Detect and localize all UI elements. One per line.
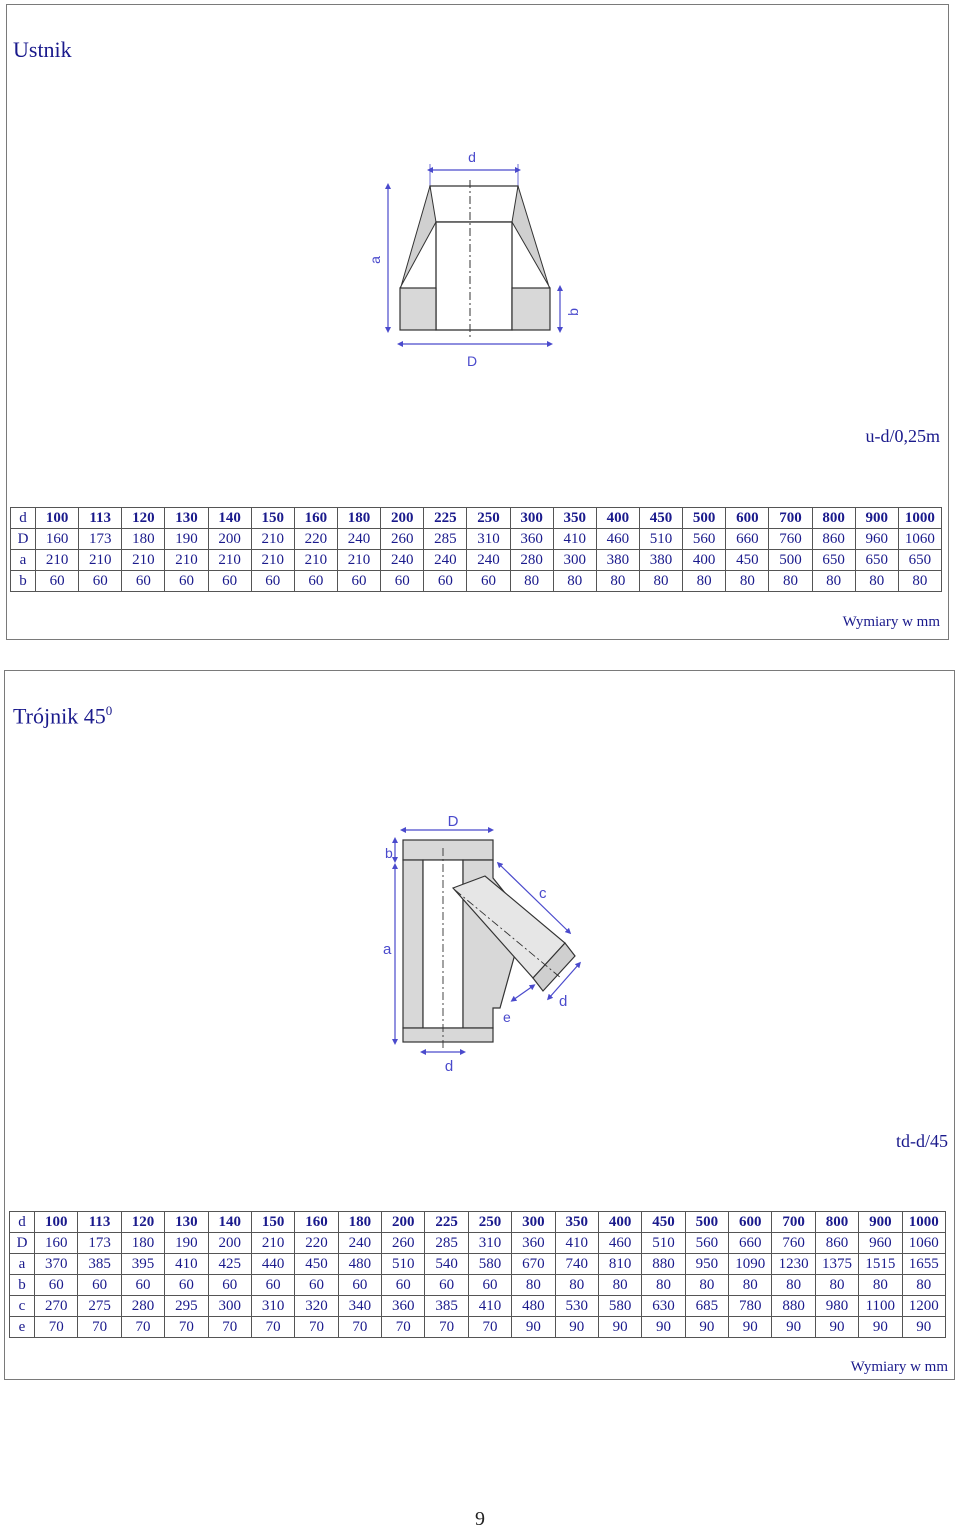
table-cell: 70 [35,1317,78,1338]
table-cell: 275 [78,1296,121,1317]
table-cell: 740 [555,1254,598,1275]
table-cell: 70 [425,1317,468,1338]
table-cell: 385 [78,1254,121,1275]
table-cell: 80 [598,1275,641,1296]
table-cell: 300 [208,1296,251,1317]
table-cell: 90 [685,1317,728,1338]
table-cell: 260 [382,1233,425,1254]
table-cell: 70 [468,1317,511,1338]
table-cell: 60 [122,571,165,592]
table-cell: 60 [79,571,122,592]
table-cell: 425 [208,1254,251,1275]
table-cell: 113 [79,508,122,529]
row-label: d [11,508,36,529]
table-cell: 80 [729,1275,772,1296]
table-cell: 180 [121,1233,164,1254]
table-cell: 150 [251,508,294,529]
table-cell: 80 [726,571,769,592]
table-cell: 510 [642,1233,685,1254]
table-cell: 395 [121,1254,164,1275]
table-cell: 400 [683,550,726,571]
table-cell: 500 [685,1212,728,1233]
table-cell: 310 [251,1296,294,1317]
table-cell: 900 [855,508,898,529]
table-cell: 260 [381,529,424,550]
table-cell: 80 [555,1275,598,1296]
table-cell: 80 [639,571,682,592]
row-label: e [10,1317,35,1338]
table-cell: 760 [772,1233,815,1254]
table-cell: 90 [859,1317,902,1338]
table-cell: 70 [208,1317,251,1338]
page-number: 9 [475,1508,485,1530]
table-cell: 210 [208,550,251,571]
table-cell: 860 [815,1233,858,1254]
table-cell: 190 [165,529,208,550]
table-cell: 510 [639,529,682,550]
table-cell: 180 [337,508,380,529]
table-cell: 140 [208,1212,251,1233]
table-cell: 450 [295,1254,338,1275]
table-cell: 100 [36,508,79,529]
table-cell: 60 [208,1275,251,1296]
table-cell: 240 [337,529,380,550]
table-cell: 350 [555,1212,598,1233]
table-cell: 300 [512,1212,555,1233]
table-cell: 760 [769,529,812,550]
row-label: c [10,1296,35,1317]
ustnik-dimensions-table [10,507,942,592]
table-cell: 70 [338,1317,381,1338]
units-note: Wymiary w mm [842,614,940,630]
table-row [10,1254,946,1275]
table-cell: 180 [122,529,165,550]
table-cell: 1515 [859,1254,902,1275]
table-cell: 560 [685,1233,728,1254]
table-cell: 210 [251,1233,294,1254]
table-cell: 1060 [898,529,941,550]
table-row [11,550,942,571]
table-cell: 60 [424,571,467,592]
table-cell: 600 [726,508,769,529]
table-cell: 240 [424,550,467,571]
table-cell: 450 [726,550,769,571]
table-cell: 80 [510,571,553,592]
table-cell: 70 [78,1317,121,1338]
table-cell: 580 [468,1254,511,1275]
table-cell: 80 [772,1275,815,1296]
table-cell: 60 [381,571,424,592]
row-label: a [10,1254,35,1275]
section-title-text: Trójnik 45 [13,703,106,729]
table-cell: 300 [510,508,553,529]
table-cell: 60 [121,1275,164,1296]
table-cell: 90 [598,1317,641,1338]
dim-e-label: e [503,1009,511,1025]
table-cell: 80 [815,1275,858,1296]
table-cell: 90 [772,1317,815,1338]
table-cell: 460 [596,529,639,550]
table-cell: 90 [815,1317,858,1338]
table-cell: 70 [251,1317,294,1338]
table-cell: 650 [812,550,855,571]
table-cell: 500 [683,508,726,529]
table-cell: 80 [642,1275,685,1296]
table-cell: 270 [35,1296,78,1317]
table-row [11,508,942,529]
table-cell: 950 [685,1254,728,1275]
table-cell: 80 [769,571,812,592]
table-cell: 60 [468,1275,511,1296]
table-cell: 800 [812,508,855,529]
table-cell: 210 [337,550,380,571]
table-cell: 200 [382,1212,425,1233]
table-cell: 980 [815,1296,858,1317]
table-cell: 220 [295,1233,338,1254]
table-cell: 530 [555,1296,598,1317]
table-cell: 80 [512,1275,555,1296]
table-cell: 410 [555,1233,598,1254]
table-cell: 250 [467,508,510,529]
table-cell: 130 [165,508,208,529]
row-label: d [10,1212,35,1233]
table-cell: 60 [337,571,380,592]
table-cell: 1060 [902,1233,946,1254]
row-label: b [10,1275,35,1296]
table-cell: 210 [165,550,208,571]
table-cell: 900 [859,1212,902,1233]
table-cell: 240 [338,1233,381,1254]
table-cell: 540 [425,1254,468,1275]
table-cell: 70 [382,1317,425,1338]
table-cell: 90 [902,1317,946,1338]
table-cell: 60 [251,1275,294,1296]
table-cell: 200 [208,1233,251,1254]
dim-a-label: a [367,256,383,264]
table-cell: 1100 [859,1296,902,1317]
table-cell: 210 [122,550,165,571]
dim-d-label: d [468,149,476,165]
table-cell: 225 [425,1212,468,1233]
table-cell: 60 [165,571,208,592]
table-cell: 80 [855,571,898,592]
table-cell: 140 [208,508,251,529]
table-cell: 220 [294,529,337,550]
product-code: td-d/45 [896,1131,948,1151]
table-cell: 240 [467,550,510,571]
table-cell: 80 [859,1275,902,1296]
table-cell: 80 [683,571,726,592]
table-cell: 200 [381,508,424,529]
row-label: D [11,529,36,550]
table-cell: 600 [729,1212,772,1233]
table-cell: 200 [208,529,251,550]
table-cell: 400 [598,1212,641,1233]
table-cell: 650 [855,550,898,571]
table-cell: 150 [251,1212,294,1233]
table-cell: 700 [772,1212,815,1233]
table-cell: 440 [251,1254,294,1275]
table-cell: 630 [642,1296,685,1317]
table-cell: 80 [685,1275,728,1296]
table-cell: 190 [165,1233,208,1254]
table-cell: 800 [815,1212,858,1233]
table-cell: 60 [165,1275,208,1296]
dim-c-label: c [539,885,547,902]
table-cell: 320 [295,1296,338,1317]
table-cell: 60 [338,1275,381,1296]
dim-d-branch-label: d [559,993,568,1010]
table-cell: 670 [512,1254,555,1275]
table-cell: 700 [769,508,812,529]
table-cell: 80 [898,571,941,592]
table-cell: 285 [425,1233,468,1254]
table-cell: 60 [36,571,79,592]
table-cell: 400 [596,508,639,529]
table-cell: 780 [729,1296,772,1317]
table-cell: 280 [510,550,553,571]
product-code: u-d/0,25m [865,426,940,446]
table-cell: 130 [165,1212,208,1233]
table-cell: 1230 [772,1254,815,1275]
table-cell: 60 [467,571,510,592]
row-label: b [11,571,36,592]
table-cell: 80 [812,571,855,592]
table-cell: 310 [467,529,510,550]
table-cell: 60 [251,571,294,592]
table-cell: 90 [642,1317,685,1338]
table-cell: 90 [729,1317,772,1338]
table-row [10,1275,946,1296]
table-cell: 210 [294,550,337,571]
units-note: Wymiary w mm [850,1359,948,1375]
table-row [10,1296,946,1317]
table-cell: 60 [425,1275,468,1296]
table-cell: 880 [642,1254,685,1275]
table-cell: 460 [598,1233,641,1254]
table-cell: 113 [78,1212,121,1233]
table-cell: 510 [382,1254,425,1275]
table-cell: 80 [902,1275,946,1296]
table-cell: 210 [36,550,79,571]
table-cell: 210 [251,550,294,571]
table-cell: 60 [208,571,251,592]
table-cell: 480 [338,1254,381,1275]
table-cell: 685 [685,1296,728,1317]
table-cell: 450 [639,508,682,529]
table-cell: 1000 [902,1212,946,1233]
table-cell: 360 [510,529,553,550]
table-row [11,529,942,550]
table-cell: 160 [295,1212,338,1233]
table-cell: 60 [382,1275,425,1296]
table-row [10,1233,946,1254]
trojnik-dimensions-table [9,1211,946,1338]
table-cell: 500 [769,550,812,571]
table-cell: 300 [553,550,596,571]
table-cell: 660 [726,529,769,550]
table-cell: 120 [122,508,165,529]
table-cell: 810 [598,1254,641,1275]
table-cell: 60 [78,1275,121,1296]
dim-b-label: b [385,845,393,861]
section-title [13,703,112,729]
table-cell: 340 [338,1296,381,1317]
table-cell: 410 [165,1254,208,1275]
table-cell: 280 [121,1296,164,1317]
table-cell: 160 [36,529,79,550]
table-cell: 160 [294,508,337,529]
table-cell: 560 [683,529,726,550]
table-cell: 100 [35,1212,78,1233]
table-cell: 240 [381,550,424,571]
table-cell: 650 [898,550,941,571]
table-cell: 350 [553,508,596,529]
table-cell: 410 [468,1296,511,1317]
table-cell: 120 [121,1212,164,1233]
table-cell: 380 [639,550,682,571]
table-cell: 90 [512,1317,555,1338]
table-cell: 70 [121,1317,164,1338]
table-cell: 310 [468,1233,511,1254]
row-label: a [11,550,36,571]
dim-D-label: D [466,353,478,369]
ustnik-drawing [360,140,600,380]
table-cell: 80 [553,571,596,592]
table-cell: 1000 [898,508,941,529]
table-cell: 60 [294,571,337,592]
table-cell: 210 [79,550,122,571]
table-cell: 385 [425,1296,468,1317]
table-row [11,571,942,592]
table-cell: 370 [35,1254,78,1275]
table-cell: 60 [295,1275,338,1296]
dim-d-bottom-label: d [444,1058,454,1075]
table-cell: 450 [642,1212,685,1233]
table-cell: 160 [35,1233,78,1254]
table-cell: 90 [555,1317,598,1338]
table-cell: 580 [598,1296,641,1317]
degree-superscript: 0 [105,703,113,718]
table-cell: 285 [424,529,467,550]
trojnik-drawing [365,808,585,1078]
dim-a-label: a [383,941,392,958]
table-cell: 1375 [815,1254,858,1275]
table-cell: 360 [382,1296,425,1317]
table-cell: 880 [772,1296,815,1317]
table-cell: 480 [512,1296,555,1317]
table-cell: 960 [855,529,898,550]
table-cell: 295 [165,1296,208,1317]
table-cell: 860 [812,529,855,550]
table-cell: 1655 [902,1254,946,1275]
dim-D-label: D [447,813,459,830]
table-cell: 960 [859,1233,902,1254]
table-cell: 380 [596,550,639,571]
table-cell: 225 [424,508,467,529]
table-cell: 1200 [902,1296,946,1317]
table-cell: 173 [79,529,122,550]
table-cell: 173 [78,1233,121,1254]
table-cell: 1090 [729,1254,772,1275]
row-label: D [10,1233,35,1254]
table-cell: 60 [35,1275,78,1296]
table-cell: 210 [251,529,294,550]
table-row [10,1212,946,1233]
table-cell: 180 [338,1212,381,1233]
table-row [10,1317,946,1338]
table-cell: 70 [165,1317,208,1338]
table-cell: 80 [596,571,639,592]
table-cell: 410 [553,529,596,550]
section-title: Ustnik [13,37,72,62]
table-cell: 660 [729,1233,772,1254]
table-cell: 250 [468,1212,511,1233]
table-cell: 70 [295,1317,338,1338]
dim-b-label: b [565,308,581,316]
table-cell: 360 [512,1233,555,1254]
